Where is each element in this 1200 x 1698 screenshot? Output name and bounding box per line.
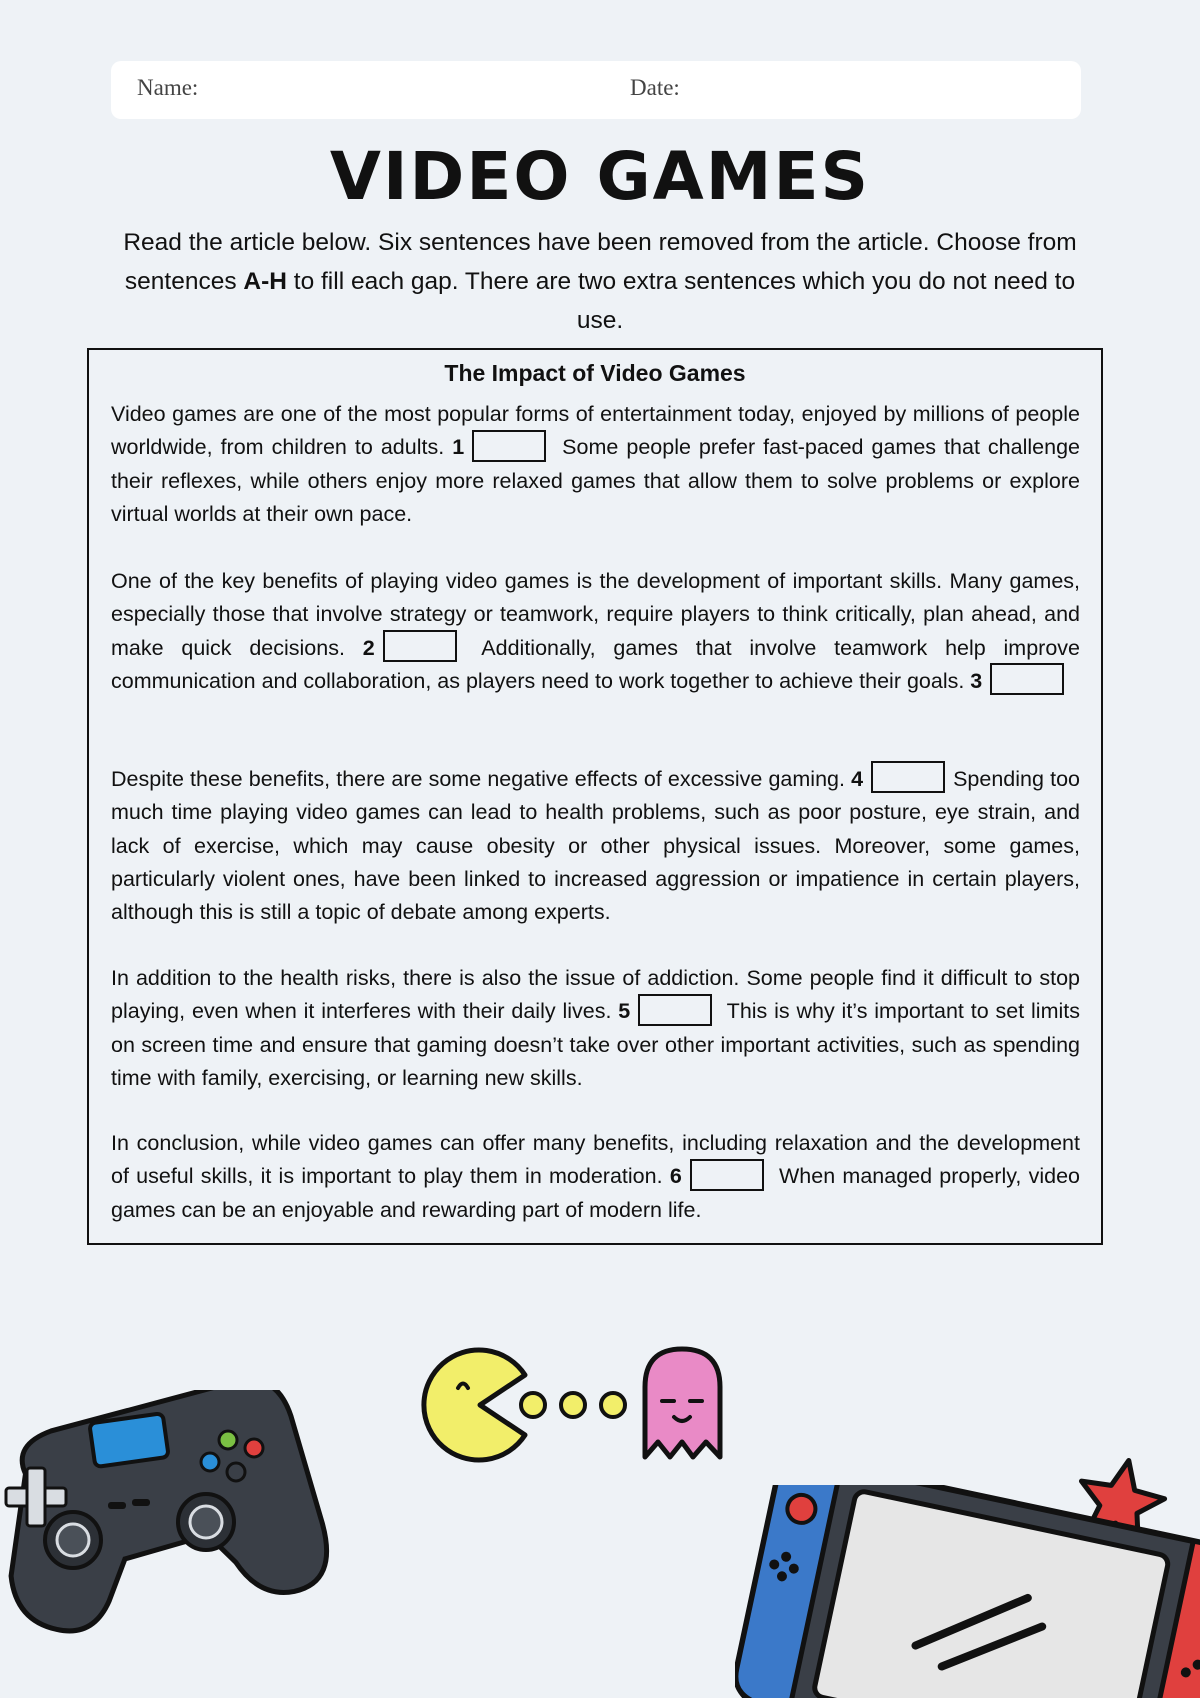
paragraph-text: Video games are one of the most popular forms of entertainment today, enjoyed by millions of people worldwide, from children to adults. xyxy=(111,402,1080,460)
answer-box-3[interactable] xyxy=(990,663,1064,695)
gap-number: 3 xyxy=(970,668,983,693)
article-paragraph-5 xyxy=(111,1127,1080,1227)
instructions-text-1: Read the article below. Six sentences have been removed from the article. Choose from sentences xyxy=(123,229,1077,295)
paragraph-text: Additionally, games that involve teamwork help improve communication and collaboration, as players need to work together to achieve their goals. xyxy=(111,635,1080,693)
gap-number: 4 xyxy=(851,767,864,791)
gap-number: 1 xyxy=(452,435,465,460)
article-paragraph-3 xyxy=(111,763,1080,929)
ghost-icon xyxy=(640,1345,725,1465)
page-title: VIDEO GAMES xyxy=(329,138,871,215)
pellet-icon xyxy=(518,1388,628,1422)
article-title: The Impact of Video Games xyxy=(444,360,746,386)
paragraph-text: In conclusion, while video games can offer many benefits, including relaxation and the development of useful skills, it is important to play them in moderation. xyxy=(111,1131,1080,1189)
game-controller-icon xyxy=(0,1390,330,1640)
date-label: Date: xyxy=(630,75,680,100)
paragraph-text: One of the key benefits of playing video games is the development of important skills. Many games, especially those that involve strategy or teamwork, require players to think critically, plan ahead, and make quick decisions. xyxy=(111,569,1080,660)
paragraph-text: This is why it’s important to set limits on screen time and ensure that gaming doesn’t take over other important activities, such as spending time with family, exercising, or learning new skills. xyxy=(111,999,1080,1090)
gap-number: 6 xyxy=(669,1164,682,1189)
instructions-range: A-H xyxy=(243,268,287,295)
instructions xyxy=(115,223,1085,340)
answer-box-5[interactable] xyxy=(638,994,712,1026)
handheld-console-icon xyxy=(735,1485,1200,1698)
answer-box-4[interactable] xyxy=(871,761,945,793)
paragraph-text: When managed properly, video games can be an enjoyable and rewarding part of modern life. xyxy=(111,1164,1080,1222)
answer-box-6[interactable] xyxy=(690,1159,764,1191)
gap-number: 2 xyxy=(362,635,375,660)
paragraph-text: Some people prefer fast-paced games that challenge their reflexes, while others enjoy more relaxed games that allow them to solve problems or explore virtual worlds at their own pace. xyxy=(111,435,1080,526)
article-paragraph-2 xyxy=(111,565,1080,698)
header-bar xyxy=(111,61,1081,119)
name-label: Name: xyxy=(137,75,199,100)
paragraph-text: Spending too much time playing video games can lead to health problems, such as poor posture, eye strain, and lack of exercise, which may cause obesity or other physical issues. Moreover, some games, particularly violent ones, have been linked to increased aggression or impatience in certain players, although this is still a topic of debate among experts. xyxy=(111,767,1080,925)
paragraph-text: In addition to the health risks, there is also the issue of addiction. Some people find it difficult to stop playing, even when it interferes with their daily lives. xyxy=(111,966,1080,1024)
gap-number: 5 xyxy=(618,999,631,1024)
paragraph-text: Despite these benefits, there are some negative effects of excessive gaming. xyxy=(111,767,852,791)
answer-box-2[interactable] xyxy=(383,630,457,662)
article-box xyxy=(87,348,1103,1245)
answer-box-1[interactable] xyxy=(472,430,546,462)
instructions-text-2: to fill each gap. There are two extra sentences which you do not need to use. xyxy=(286,268,1076,334)
article-paragraph-1 xyxy=(111,398,1080,531)
article-paragraph-4 xyxy=(111,962,1080,1095)
